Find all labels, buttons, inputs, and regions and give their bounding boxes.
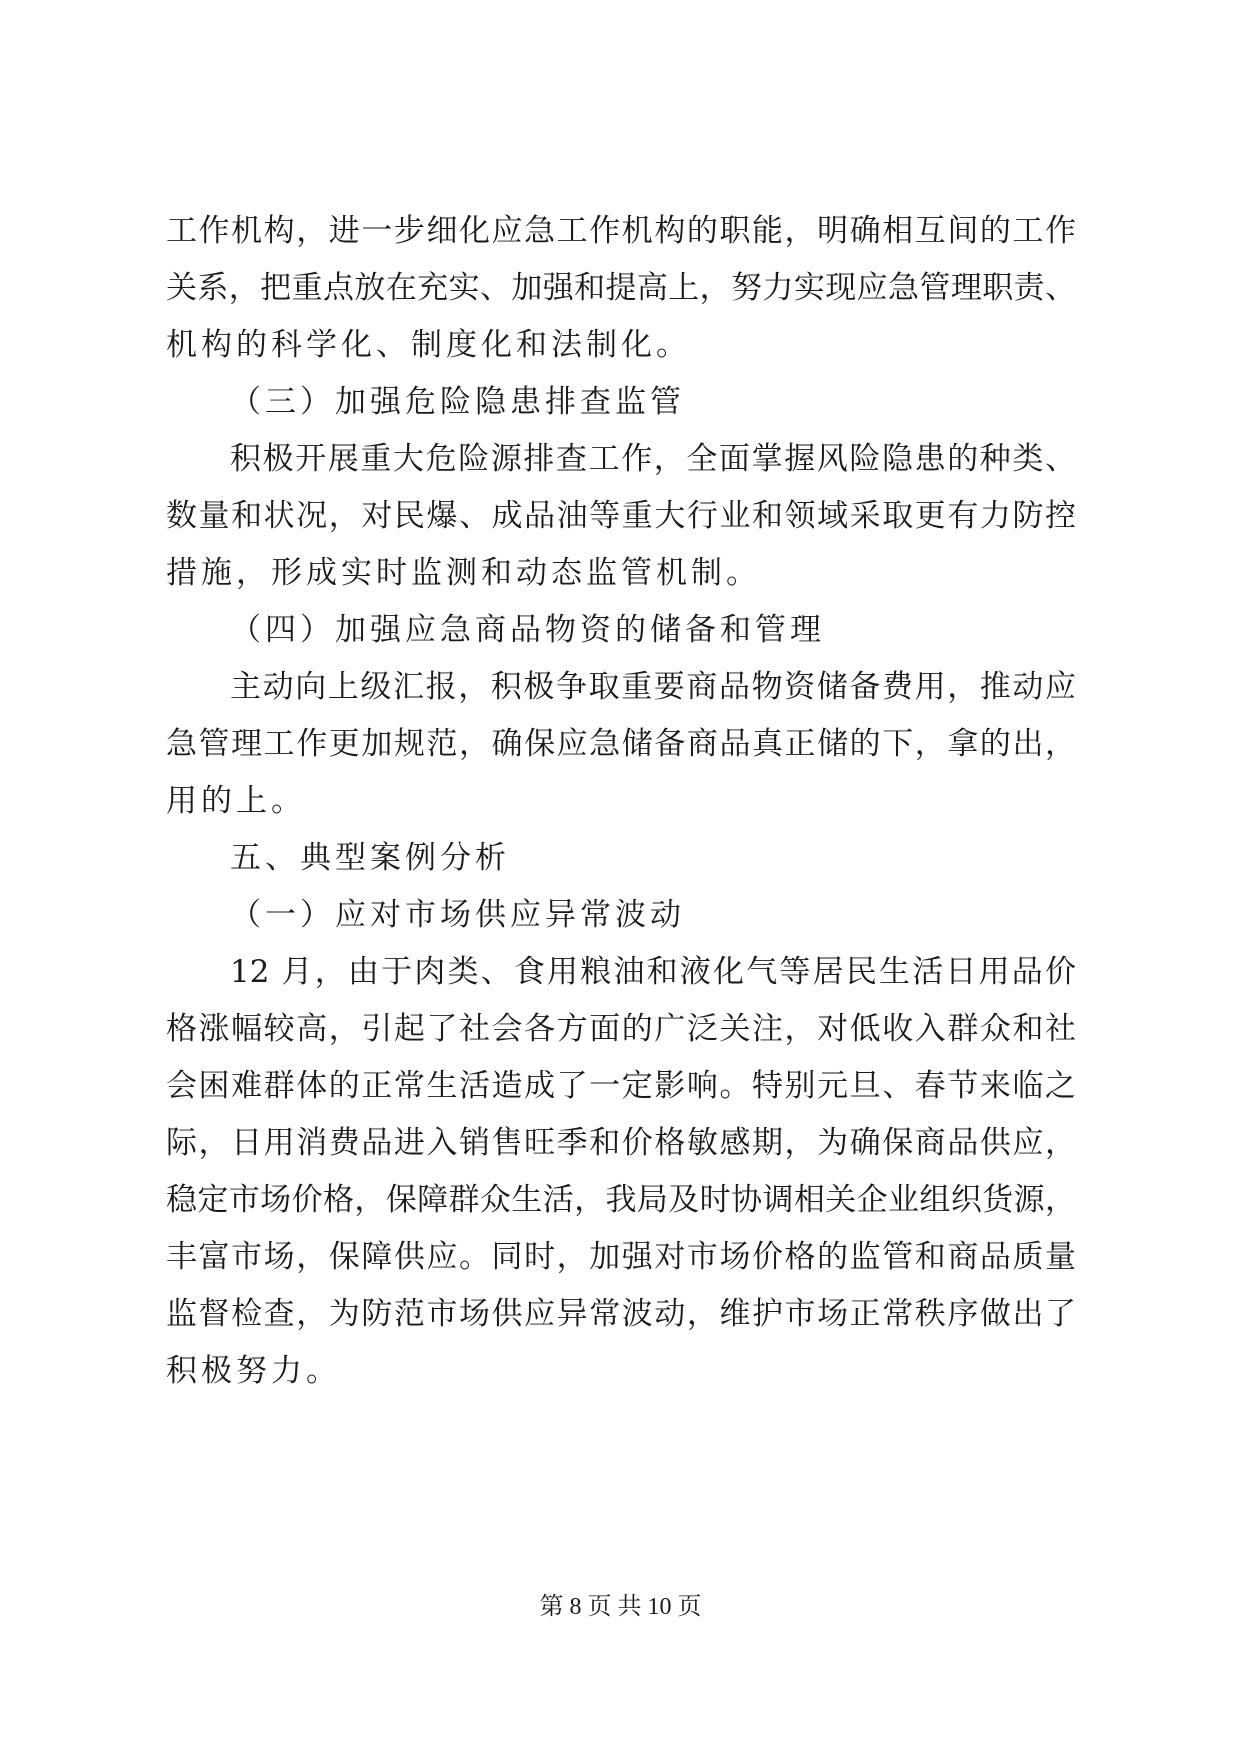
body-line: 关系，把重点放在充实、加强和提高上，努力实现应急管理职责、 bbox=[166, 270, 1076, 306]
body-line: 工作机构，进一步细化应急工作机构的职能，明确相互间的工作 bbox=[166, 213, 1076, 249]
body-line: 际，日用消费品进入销售旺季和价格敏感期，为确保商品供应， bbox=[166, 1125, 1076, 1161]
body-line: 积极努力。 bbox=[166, 1353, 341, 1389]
body-line: 用的上。 bbox=[166, 783, 306, 819]
section-heading: （三）加强危险隐患排查监管 bbox=[230, 384, 685, 420]
body-line: 急管理工作更加规范，确保应急储备商品真正储的下，拿的出， bbox=[166, 726, 1076, 762]
body-line: 措施，形成实时监测和动态监管机制。 bbox=[166, 555, 761, 591]
body-line: 会困难群体的正常生活造成了一定影响。特别元旦、春节来临之 bbox=[166, 1068, 1076, 1104]
body-line: 机构的科学化、制度化和法制化。 bbox=[166, 327, 691, 363]
body-line: 12 月，由于肉类、食用粮油和液化气等居民生活日用品价 bbox=[230, 954, 1076, 990]
body-line: 格涨幅较高，引起了社会各方面的广泛关注，对低收入群众和社 bbox=[166, 1011, 1076, 1047]
body-line: 主动向上级汇报，积极争取重要商品物资储备费用，推动应 bbox=[230, 669, 1076, 705]
body-line: 稳定市场价格，保障群众生活，我局及时协调相关企业组织货源， bbox=[166, 1182, 1076, 1218]
body-line: 丰富市场，保障供应。同时，加强对市场价格的监管和商品质量 bbox=[166, 1239, 1076, 1275]
chapter-heading: 五、典型案例分析 bbox=[230, 840, 510, 876]
body-line: 监督检查，为防范市场供应异常波动，维护市场正常秩序做出了 bbox=[166, 1296, 1076, 1332]
section-heading: （四）加强应急商品物资的储备和管理 bbox=[230, 612, 825, 648]
section-heading: （一）应对市场供应异常波动 bbox=[230, 897, 685, 933]
body-line: 积极开展重大危险源排查工作，全面掌握风险隐患的种类、 bbox=[230, 441, 1076, 477]
page-number-footer: 第 8 页 共 10 页 bbox=[539, 1594, 702, 1620]
body-line: 数量和状况，对民爆、成品油等重大行业和领域采取更有力防控 bbox=[166, 498, 1076, 534]
